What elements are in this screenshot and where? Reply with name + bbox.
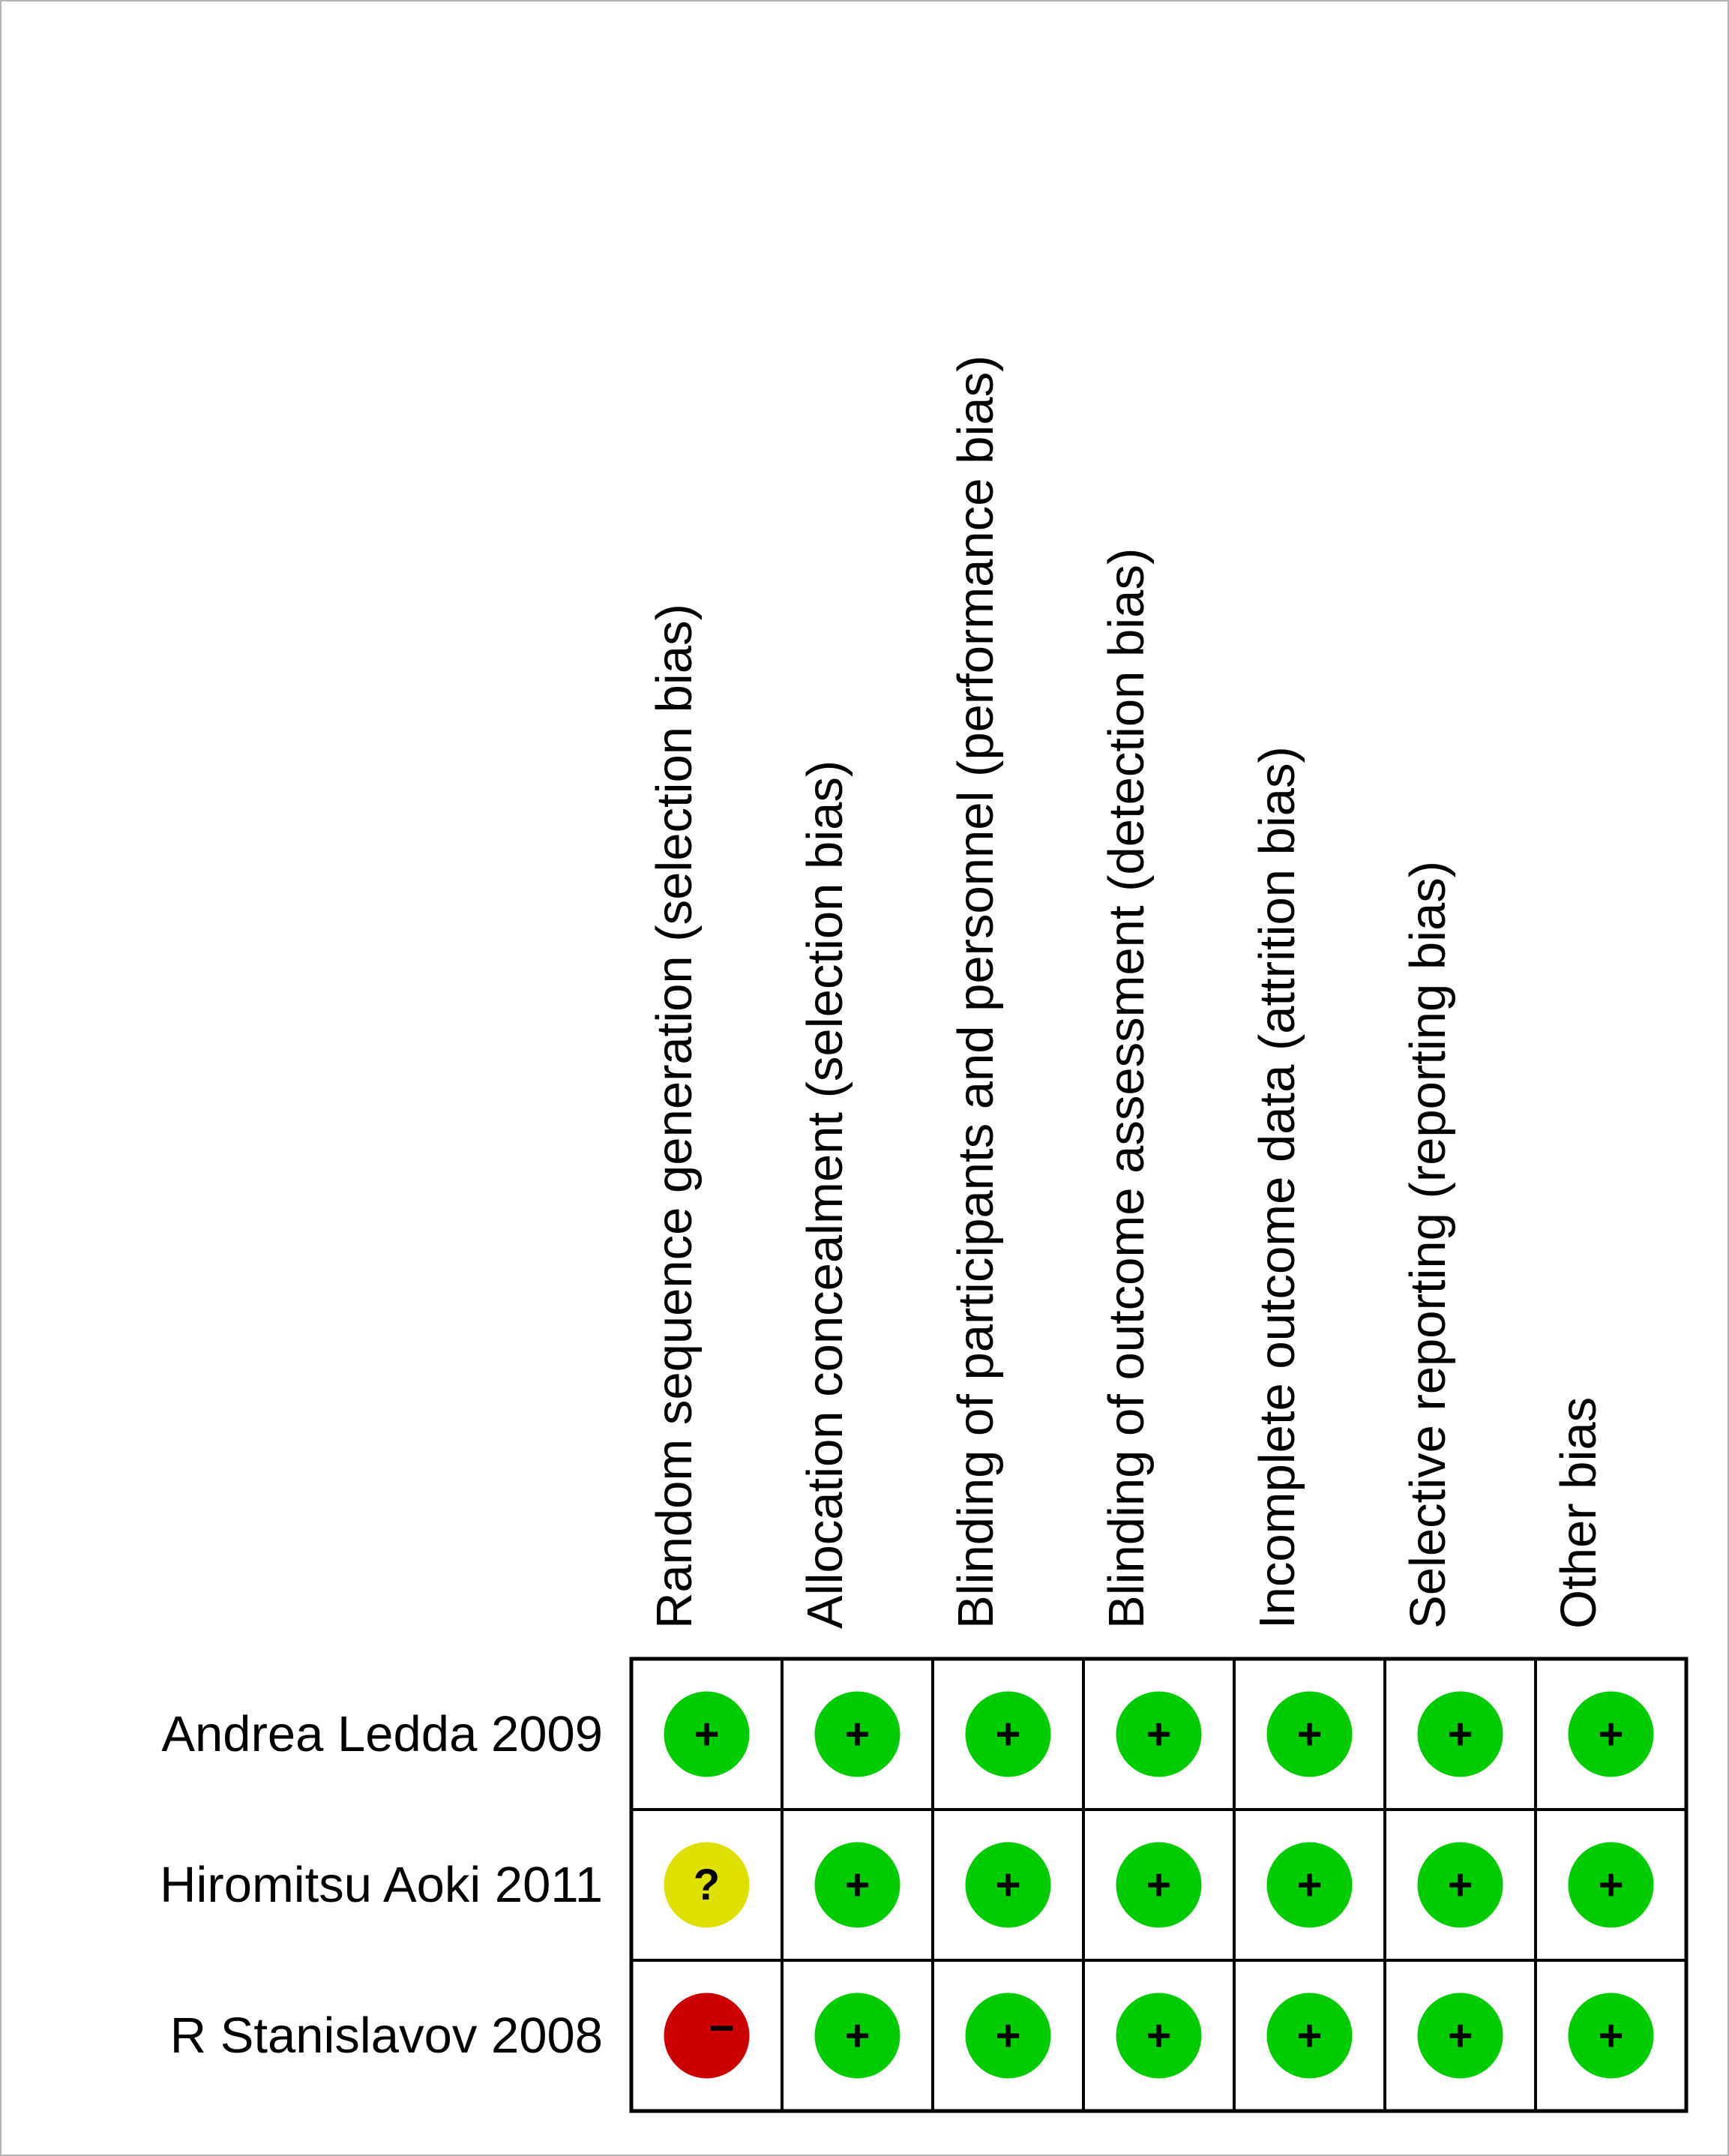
judgement-symbol: +: [1447, 2011, 1473, 2060]
judgement-symbol: +: [995, 1861, 1021, 1909]
study-label: R Stanislavov 2008: [169, 2008, 603, 2064]
judgement-symbol: +: [1598, 1861, 1624, 1909]
judgement-symbol: +: [1447, 1861, 1473, 1909]
judgement-symbol: +: [1146, 1710, 1172, 1759]
judgement-high-icon: [664, 1993, 750, 2079]
judgement-symbol: +: [1146, 1861, 1172, 1909]
column-label: Selective reporting (reporting bias): [1400, 860, 1456, 1629]
judgement-symbol: +: [1598, 1710, 1624, 1759]
study-label: Hiromitsu Aoki 2011: [160, 1857, 603, 1913]
judgement-symbol: +: [844, 1861, 870, 1909]
judgement-symbol: +: [1296, 1710, 1323, 1759]
column-label: Other bias: [1551, 1396, 1607, 1629]
judgement-symbol: +: [694, 1710, 720, 1759]
column-label: Blinding of participants and personnel (performance bias): [948, 355, 1004, 1629]
judgement-symbol: +: [1447, 1710, 1473, 1759]
judgement-symbol: +: [1296, 2011, 1323, 2060]
column-label: Incomplete outcome data (attrition bias): [1249, 746, 1305, 1629]
study-label: Andrea Ledda 2009: [161, 1706, 603, 1762]
judgement-symbol: +: [1296, 1861, 1323, 1909]
judgement-symbol: +: [1598, 2011, 1624, 2060]
judgement-symbol: +: [844, 1710, 870, 1759]
column-label: Allocation concealment (selection bias): [797, 760, 853, 1629]
judgement-symbol: +: [995, 2011, 1021, 2060]
judgement-symbol: +: [1146, 2011, 1172, 2060]
figure-border: [1, 1, 1728, 2155]
column-label: Blinding of outcome assessment (detection bias): [1098, 547, 1155, 1629]
judgement-symbol: +: [995, 1710, 1021, 1759]
row-labels: [160, 1706, 603, 2064]
judgement-symbol: ?: [693, 1861, 721, 1909]
judgement-symbol: −: [709, 2004, 735, 2053]
judgement-symbol: +: [844, 2011, 870, 2060]
column-label: Random sequence generation (selection bias): [646, 604, 703, 1629]
